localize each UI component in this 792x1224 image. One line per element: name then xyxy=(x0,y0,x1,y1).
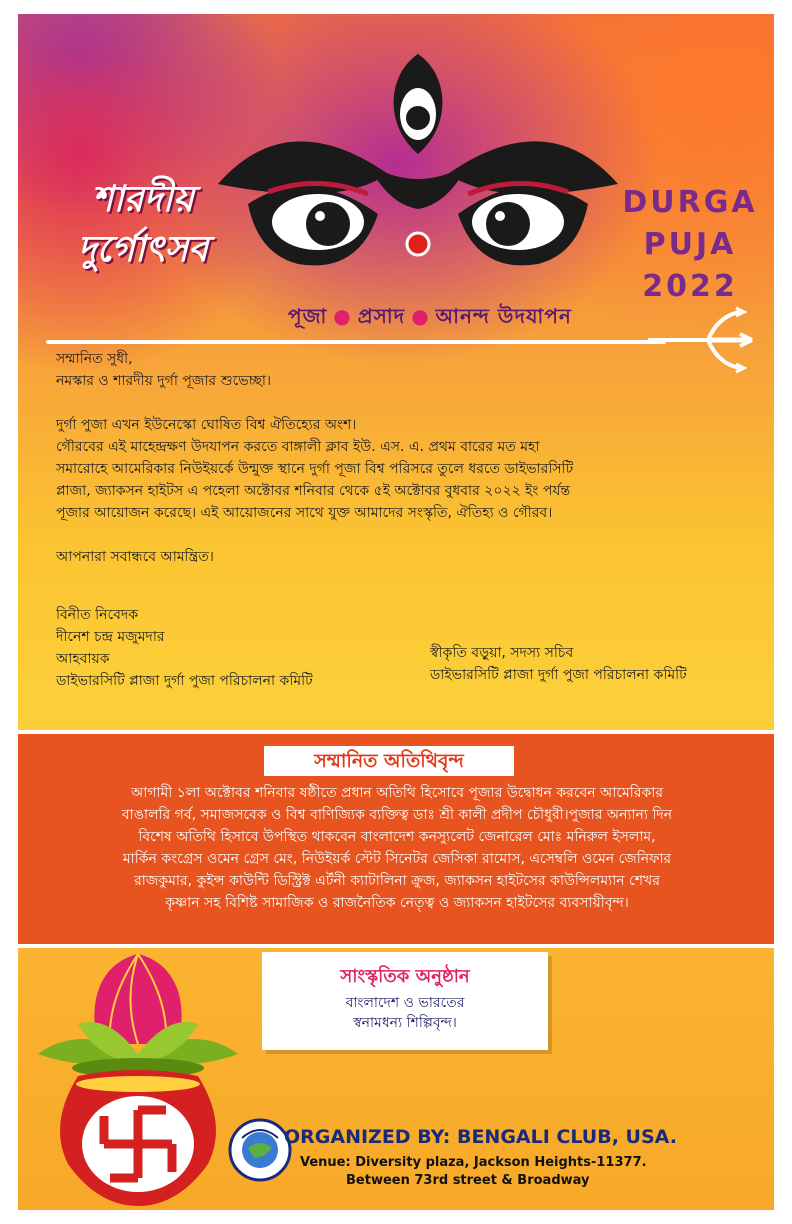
guests-body xyxy=(42,782,752,914)
greeting: সম্মানিত সুধী, xyxy=(56,351,133,367)
letter-body-line: সমারোহে আমেরিকার নিউইয়র্কে উন্মুক্ত স্থানে দুর্গা পূজা বিশ্ব পরিসরে তুলে ধরতে ডাইভারসিটি xyxy=(56,461,574,477)
guests-line: বাঙালরি গর্ব, সমাজসবেক ও বিশ্ব বাণিজ্যিক ব্যক্তিত্ব ডাঃ শ্রী কালী প্রদীপ চৌধুরী।পুজার অন্যান্য দিন xyxy=(121,807,673,823)
festival-title-line1: শারদীয় xyxy=(92,178,194,220)
salutation: নমস্কার ও শারদীয় দুর্গা পূজার শুভেচ্ছা। xyxy=(56,373,271,389)
guests-panel xyxy=(18,730,774,948)
cultural-line: বাংলাদেশ ও ভারতের xyxy=(345,995,465,1011)
event-name-line2: PUJA xyxy=(643,227,737,262)
guests-line: আগামী ১লা অক্টোবর শনিবার ষষ্ঠীতে প্রধান অতিথি হিসোবে পূজার উদ্বোধন করবেন আমেরিকার xyxy=(130,785,664,801)
festival-title-line2: দুর্গোৎসব xyxy=(77,228,209,270)
invitation-line: আপনারা সবান্ধবে আমন্ত্রিত। xyxy=(56,549,214,565)
guests-line: বিশেষ অতিথি হিসাবে উপস্থিত থাকবেন বাংলাদেশ কনস্যুলেট জেনারেল মোঃ মনিরুল ইসলাম, xyxy=(138,829,656,845)
signature-convener xyxy=(56,604,416,692)
cultural-program-box xyxy=(262,952,548,1050)
signature-line: বিনীত নিবেদক xyxy=(56,607,139,623)
event-name xyxy=(610,182,770,308)
venue-info xyxy=(300,1154,740,1190)
guests-line: কৃষ্ণান সহ বিশিষ্ট সামাজিক ও রাজনৈতিক নেতৃত্ব ও জ্যাকসন হাইটসের ব্যবসায়ীবৃন্দ। xyxy=(165,895,629,911)
guests-line: মার্কিন কংগ্রেস ওমেন গ্রেস মেং, নিউইয়র্ক স্টেট সিনেটর জেসিকা রামোস, এসেম্বলি ওমেন জেনিফার xyxy=(122,851,672,867)
trident-shaft xyxy=(46,340,666,344)
durga-eyes-icon xyxy=(208,44,628,294)
poster xyxy=(18,14,774,1210)
signature-line: ডাইভারসিটি প্লাজা দুর্গা পুজা পরিচালনা কমিটি xyxy=(56,673,313,689)
cultural-title: সাংস্কৃতিক অনুষ্ঠান xyxy=(340,966,470,987)
tagline-puja: পূজা xyxy=(288,304,328,328)
cultural-line: স্বনামধন্য শিল্পিবৃন্দ। xyxy=(353,1015,457,1031)
letter-body-line: দুর্গা পুজা এখন ইউনেস্কো ঘোষিত বিশ্ব ঐতিহ্যের অংশ। xyxy=(56,417,357,433)
event-year: 2022 xyxy=(642,269,738,304)
invitation-letter xyxy=(56,348,756,568)
tagline-prasad: প্রসাদ xyxy=(357,304,406,328)
signature-secretary xyxy=(430,642,760,686)
signature-line: স্বীকৃতি বড়ুয়া, সদস্য সচিব xyxy=(430,645,574,661)
venue-cross-streets: Between 73rd street & Broadway xyxy=(346,1173,590,1188)
guests-line: রাজকুমার, কুইন্স কাউন্টি ডিস্ট্রিক্ট এর্টনী ক্যাটালিনা ক্রুজ, জ্যাকসন হাইটসের কাউন্সিলম্যান শেখর xyxy=(134,873,660,889)
guests-title: সম্মানিত অতিথিবৃন্দ xyxy=(264,746,514,776)
signature-line: আহবায়ক xyxy=(56,651,110,667)
festival-title xyxy=(38,174,248,274)
tagline: পূজা ● প্রসাদ ● আনন্দ উদযাপন xyxy=(288,304,572,328)
signature-line: দীনেশ চন্দ্র মজুমদার xyxy=(56,629,165,645)
club-logo-icon xyxy=(228,1118,292,1182)
signature-line: ডাইভারসিটি প্লাজা দুর্গা পুজা পরিচালনা কমিটি xyxy=(430,667,687,683)
letter-body-line: পূজার আয়োজন করেছে। এই আয়োজনের সাথে যুক্ত আমাদের সংস্কৃতি, ঐতিহ্য ও গৌরব। xyxy=(56,505,553,521)
letter-body-line: প্লাজা, জ্যাকসন হাইটস এ পহেলা অক্টোবর শনিবার থেকে ৫ই অক্টোবর বুধবার ২০২২ ইং পর্যন্ত xyxy=(56,483,571,499)
organizer: ORGANIZED BY: BENGALI CLUB, USA. xyxy=(284,1126,677,1148)
tagline-celebration: আনন্দ উদযাপন xyxy=(435,304,572,328)
event-name-line1: DURGA xyxy=(622,185,758,220)
letter-body-line: গৌরবের এই মাহেন্দ্রক্ষণ উদযাপন করতে বাঙ্গালী ক্লাব ইউ. এস. এ. প্রথম বারের মত মহা xyxy=(56,439,540,455)
kalash-swastika-icon xyxy=(38,944,238,1210)
venue-address: Venue: Diversity plaza, Jackson Heights-11377. xyxy=(300,1155,647,1170)
